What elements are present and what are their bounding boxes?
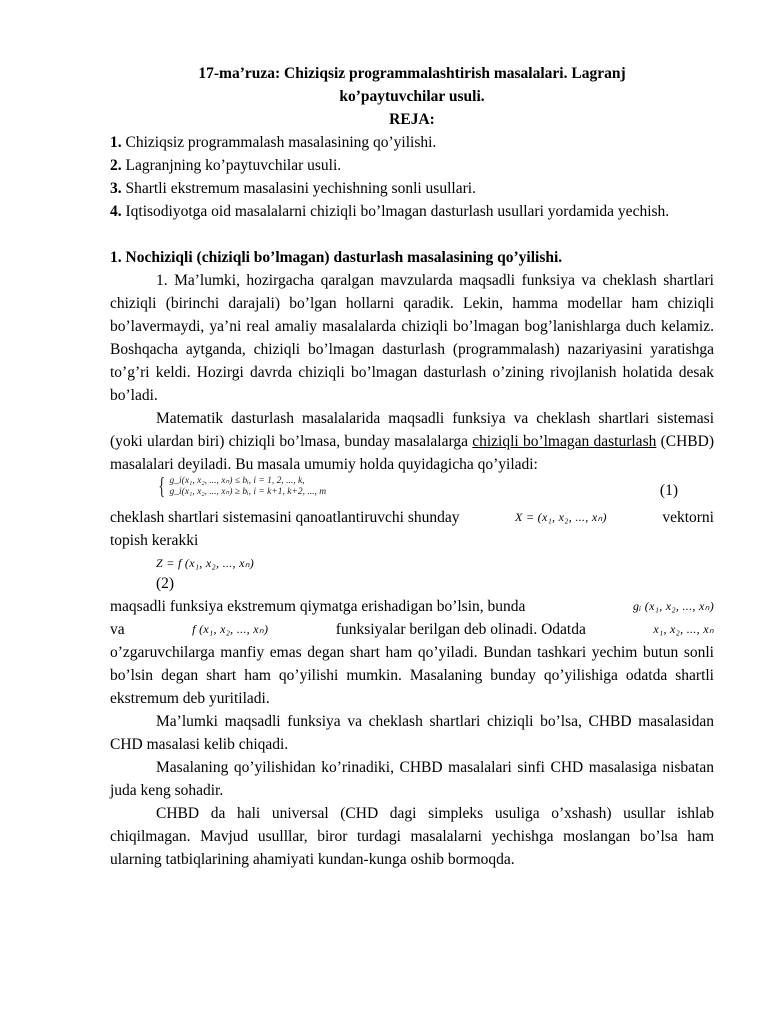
plan-item-text: Lagranjning ko’paytuvchilar usuli.	[125, 157, 342, 174]
plan-item-text: Chiziqsiz programmalash masalasining qo’yilishi.	[125, 134, 437, 151]
objective-formula: Z = f (x₁, x₂, ..., xₙ)	[156, 556, 255, 570]
plan-item-number: 4.	[110, 203, 122, 220]
title-line-1: 17-ma’ruza: Chiziqsiz programmalashtirish masalalari. Lagranj	[198, 65, 626, 82]
constraint-system	[156, 476, 326, 498]
plan-item	[110, 200, 714, 223]
constraint-system-block	[110, 476, 714, 506]
plan-item-number: 2.	[110, 157, 122, 174]
title-line-2: ko’paytuvchilar usuli.	[339, 88, 485, 105]
plan-item-text: Shartli ekstremum masalasini yechishning sonli usullari.	[125, 180, 476, 197]
document-page	[110, 62, 714, 871]
constraint-function-formula: gᵢ (x₁, x₂, ..., xₙ)	[633, 599, 714, 613]
plan-heading: REJA:	[389, 111, 435, 128]
underlined-term: chiziqli bo’lmagan dasturlash	[472, 433, 657, 450]
plan-item-number: 3.	[110, 180, 122, 197]
paragraph-class-scope: Masalaning qo’yilishidan ko’rinadiki, CHBD masalalari sinfi CHD masalasiga nisbatan juda keng sohadir.	[110, 759, 714, 799]
plan-item	[110, 154, 714, 177]
paragraph-definition-text-b: (CHBD) masalalari deyiladi. Bu masala umumiy holda quyidagicha qo’yiladi:	[110, 433, 715, 473]
plan-list	[110, 131, 714, 223]
constraint-row-2: g_i(x₁, x₂, ..., xₙ) ≥ bᵢ, i = k+1, k+2, ..., m	[169, 487, 327, 497]
vector-sentence-text: cheklash shartlari sistemasini qanoatlantiruvchi shunday	[110, 509, 460, 526]
plan-item-text: Iqtisodiyotga oid masalalarni chiziqli bo’lmagan dasturlash usullari yordamida yechish.	[125, 203, 670, 220]
paragraph-definition	[110, 407, 714, 476]
plan-item	[110, 131, 714, 154]
paragraph-definition-text-a: Matematik dasturlash masalalarida maqsadli funksiya va cheklash shartlari sistemasi (yoki ulardan biri) chiziqli bo’lmasa, bunday masalalarga	[110, 410, 714, 450]
variables-formula: x₁, x₂, ..., xₙ	[653, 622, 714, 636]
vector-sentence-line	[110, 506, 714, 529]
constraint-rows	[170, 476, 327, 498]
plan-item-number: 1.	[110, 134, 122, 151]
vector-formula: X = (x₁, x₂, ..., xₙ)	[515, 510, 607, 524]
equation-number-2: (2)	[156, 575, 175, 592]
vector-sentence-continued: topish kerakki	[110, 532, 199, 549]
paragraph-intro: 1. Ma’lumki, hozirgacha qaralgan mavzularda maqsadli funksiya va cheklash shartlari chiziqli (birinchi darajali) bo’lgan hollarni qaradik. Lekin, hamma modellar ham chiziqli bo’lavermaydi, ya’ni real amaliy masalalarda chiziqli bo’lmagan bog’lanishlarga duch kelamiz. Boshqacha aytganda, chiziqli bo’lmagan dasturlash (programmalash) nazariyasini yaratishga to’g’ri keldi. Hozirgi davrda chiziqli bo’lmagan dasturlash o’zining rivojlanish holatida desak bo’ladi.	[110, 272, 714, 404]
conjunction-va: va	[110, 621, 125, 638]
paragraph-linear-case: Ma’lumki maqsadli funksiya va cheklash shartlari chiziqli bo’lsa, CHBD masalasidan CHD masalasi kelib chiqadi.	[110, 713, 714, 753]
paragraph-methods: CHBD da hali universal (CHD dagi simpleks usuliga o’xshash) usullar ishlab chiqilmagan. Mavjud usulllar, biror turdagi masalalarni yechishga moslangan bo’lsa ham ularning tatbiqlarining ahamiyati kundan-kunga oshib bormoqda.	[110, 805, 714, 868]
functions-given-text: funksiyalar berilgan deb olinadi. Odatda	[335, 621, 586, 638]
objective-formula-line	[110, 552, 714, 572]
objective-function-formula: f (x₁, x₂, ..., xₙ)	[192, 622, 269, 636]
objective-sentence-text: maqsadli funksiya ekstremum qiymatga erishadigan bo’lsin, bunda	[110, 598, 526, 615]
constraint-row-1: g_i(x₁, x₂, ..., xₙ) ≤ bᵢ, i = 1, 2, ..., k,	[169, 476, 305, 486]
lecture-title	[110, 62, 714, 131]
objective-sentence-line	[110, 595, 714, 618]
vector-sentence-end: vektorni	[662, 509, 714, 526]
functions-given-line	[110, 618, 714, 641]
equation-number-1: (1)	[659, 482, 678, 499]
paragraph-conditions: o’zgaruvchilarga manfiy emas degan shart ham qo’yiladi. Bundan tashkari yechim butun sonli bo’lsin degan shart ham qo’yilishi mumkin. Masalaning bunday qo’yilishiga odatda shartli ekstremum deb yuritiladi.	[110, 644, 714, 707]
brace-glyph: {	[158, 474, 166, 500]
plan-item	[110, 177, 714, 200]
section-heading: 1. Nochiziqli (chiziqli bo’lmagan) dasturlash masalasining qo’yilishi.	[110, 249, 563, 266]
